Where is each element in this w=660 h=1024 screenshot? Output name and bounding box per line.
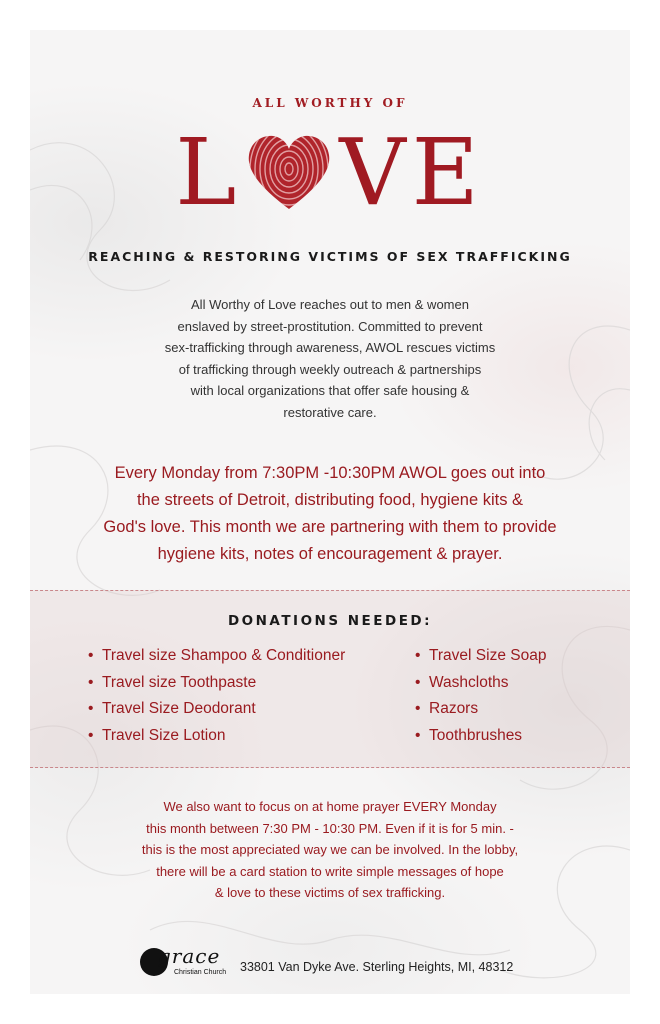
prayer-line: & love to these victims of sex trafficking.: [214, 885, 446, 900]
bullet-icon: •: [88, 700, 94, 717]
prayer-line: there will be a card station to write simple messages of hope: [156, 863, 504, 879]
bullet-icon: •: [415, 647, 421, 664]
subtitle: REACHING & RESTORING VICTIMS OF SEX TRAFFICKING: [88, 249, 572, 264]
list-item: [415, 696, 546, 723]
logo-word: grace: [158, 944, 221, 968]
prayer-line: this is the most appreciated way we can be involved. In the lobby,: [141, 842, 519, 857]
poster: [30, 30, 630, 994]
monday-line: hygiene kits, notes of encouragement & prayer.: [157, 545, 503, 563]
intro-line: restorative care.: [283, 404, 377, 420]
intro-line: enslaved by street-prostitution. Committed to prevent: [177, 318, 483, 334]
intro-paragraph: [125, 294, 535, 423]
list-item: [88, 643, 345, 670]
footer: [140, 942, 580, 986]
logo-letter-e: E: [411, 119, 485, 226]
prayer-line: this month between 7:30 PM - 10:30 PM. Even if it is for 5 min. -: [146, 820, 514, 836]
logo-letter-l: L: [175, 119, 243, 226]
bullet-icon: •: [415, 673, 421, 691]
donations-section: [30, 590, 630, 768]
bullet-icon: •: [415, 726, 421, 744]
list-item: [88, 696, 345, 723]
monday-line: the streets of Detroit, distributing food, hygiene kits &: [136, 491, 524, 509]
logo-letter-v: V: [339, 119, 412, 226]
list-item: [415, 670, 546, 697]
church-address: 33801 Van Dyke Ave. Sterling Heights, MI, 48312: [240, 960, 514, 974]
list-item: [415, 723, 546, 750]
grace-church-logo: [140, 944, 240, 984]
donation-item: Razors: [429, 700, 479, 717]
bullet-icon: •: [88, 726, 94, 744]
donation-item: Travel Size Soap: [429, 647, 547, 664]
prayer-line: We also want to focus on at home prayer EVERY Monday: [163, 799, 497, 814]
donations-list-right: [415, 643, 546, 749]
monday-line: Every Monday from 7:30PM -10:30PM AWOL goes out into: [114, 464, 546, 482]
monday-line: God's love. This month we are partnering with them to provide: [103, 518, 557, 536]
intro-line: with local organizations that offer safe housing &: [190, 383, 470, 398]
monday-outreach-paragraph: [70, 460, 590, 568]
fingerprint-heart-icon: [247, 133, 331, 213]
donations-list-left: [88, 643, 345, 749]
logo-subtext: Christian Church: [174, 969, 227, 976]
love-logo: [30, 118, 630, 228]
donations-title: DONATIONS NEEDED:: [227, 613, 433, 629]
donation-item: Washcloths: [429, 673, 509, 691]
donation-item: Travel Size Lotion: [102, 726, 226, 744]
donation-item: Travel size Shampoo & Conditioner: [102, 647, 346, 664]
list-item: [415, 643, 546, 670]
bullet-icon: •: [88, 673, 94, 691]
list-item: [88, 670, 345, 697]
list-item: [88, 723, 345, 750]
header-tagline: ALL WORTHY OF: [252, 96, 408, 110]
donation-item: Toothbrushes: [429, 726, 523, 744]
intro-line: sex-trafficking through awareness, AWOL rescues victims: [164, 340, 496, 355]
bullet-icon: •: [415, 700, 421, 717]
prayer-paragraph: [90, 796, 570, 904]
donation-item: Travel Size Deodorant: [102, 700, 256, 717]
donation-item: Travel size Toothpaste: [102, 673, 257, 691]
bullet-icon: •: [88, 647, 94, 664]
intro-line: of trafficking through weekly outreach & partnerships: [178, 361, 482, 377]
intro-line: All Worthy of Love reaches out to men & women: [191, 297, 469, 312]
